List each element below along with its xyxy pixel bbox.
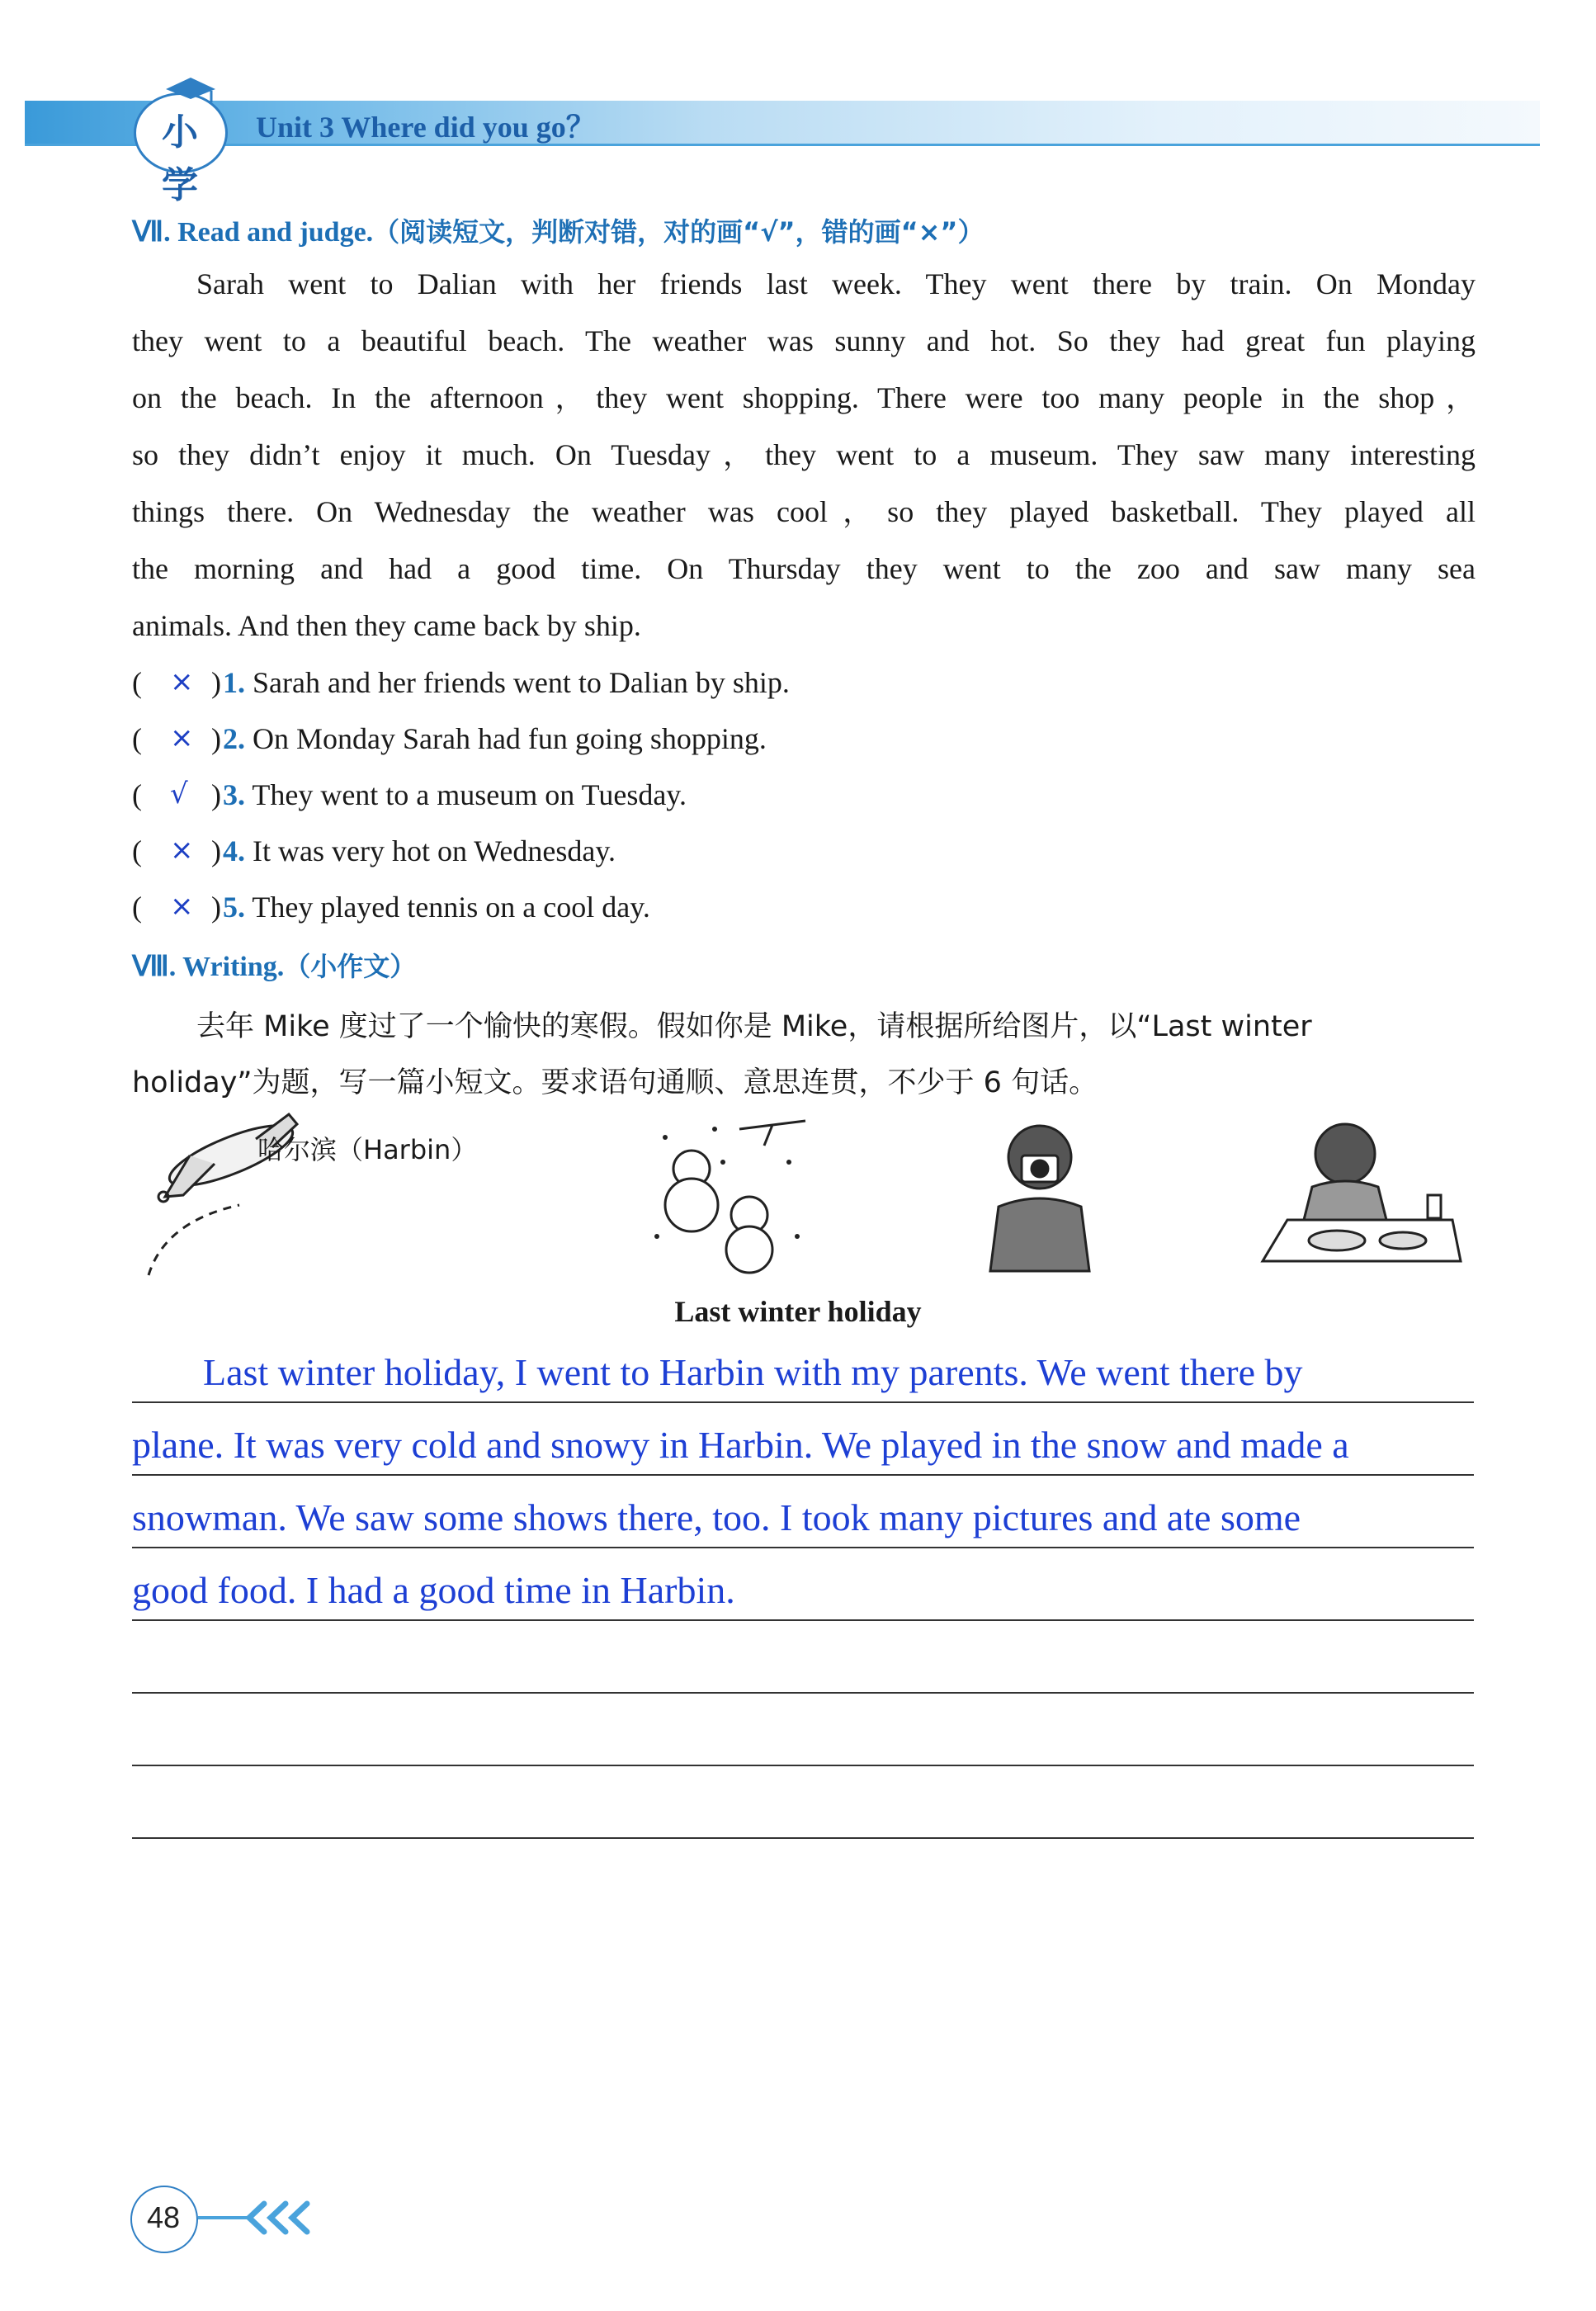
- question-number: 2.: [223, 722, 245, 755]
- logo-text: 小学: [162, 111, 198, 206]
- writing-rule: [132, 1547, 1474, 1548]
- writing-rule: [132, 1401, 1474, 1403]
- writing-rule: [132, 1837, 1474, 1839]
- judge-question: ( × ) 1. Sarah and her friends went to Dalian by ship.: [132, 665, 790, 699]
- answer-line: snowman. We saw some shows there, too. I took many pictures and ate some: [132, 1496, 1301, 1538]
- graduation-cap-icon: [162, 71, 220, 104]
- section7-title: Ⅶ. Read and judge.: [132, 217, 374, 248]
- question-text: On Monday Sarah had fun going shopping.: [245, 722, 767, 755]
- writing-title: Last winter holiday: [674, 1295, 922, 1328]
- passage-line: Sarah went to Dalian with her friends last week. They went there by train. On Monday: [196, 267, 1476, 300]
- passage-line: things there. On Wednesday the weather was cool，so they played basketball. They played all: [132, 495, 1476, 528]
- answer-line: Last winter holiday, I went to Harbin with my parents. We went there by: [203, 1351, 1303, 1393]
- section7-instruction: （阅读短文，判断对错，对的画“√”，错的画“×”）: [373, 216, 985, 248]
- judge-question: ( × ) 2. On Monday Sarah had fun going shopping.: [132, 721, 767, 755]
- answer-mark: √: [170, 777, 188, 811]
- question-text: Sarah and her friends went to Dalian by ship.: [245, 666, 790, 699]
- section8-title: Ⅷ. Writing.: [132, 952, 285, 982]
- judge-question: ( × ) 4. It was very hot on Wednesday.: [132, 834, 616, 867]
- question-number: 1.: [223, 666, 245, 699]
- judge-question: ( √ ) 3. They went to a museum on Tuesday.: [132, 777, 687, 811]
- question-number: 5.: [223, 891, 245, 924]
- question-text: They played tennis on a cool day.: [245, 891, 650, 924]
- passage-line: they went to a beautiful beach. The weather was sunny and hot. So they had great fun playing: [132, 324, 1476, 357]
- answer-line: plane. It was very cold and snowy in Harbin. We played in the snow and made a: [132, 1424, 1349, 1466]
- passage-line: so they didn’t enjoy it much. On Tuesday，they went to a museum. They saw many interesting: [132, 438, 1476, 471]
- passage-line: the morning and had a good time. On Thursday they went to the zoo and saw many sea: [132, 552, 1476, 585]
- person-eating-picture: [1254, 1113, 1469, 1274]
- passage-line: animals. And then they came back by ship.: [132, 609, 641, 642]
- header-divider: [25, 144, 1540, 146]
- section8-heading: [132, 946, 416, 984]
- question-text: They went to a museum on Tuesday.: [245, 778, 687, 811]
- question-text: It was very hot on Wednesday.: [245, 834, 616, 867]
- answer-mark: ×: [170, 721, 194, 754]
- answer-mark: ×: [170, 890, 194, 923]
- question-number: 3.: [223, 778, 245, 811]
- person-taking-photo-picture: [974, 1116, 1106, 1273]
- header-band: [25, 101, 1540, 144]
- writing-rule: [132, 1619, 1474, 1621]
- answer-line: good food. I had a good time in Harbin.: [132, 1569, 735, 1611]
- passage-line: on the beach. In the afternoon，they went shopping. There were too many people in the shop，: [132, 381, 1476, 414]
- writing-prompt-line: holiday”为题，写一篇小短文。要求语句通顺、意思连贯，不少于 6 句话。: [132, 1066, 1098, 1099]
- picture-caption: 哈尔滨（Harbin）: [257, 1134, 478, 1165]
- answer-mark: ×: [170, 665, 194, 698]
- question-number: 4.: [223, 834, 245, 867]
- page-number: 48: [146, 2200, 181, 2234]
- writing-rule: [132, 1474, 1474, 1476]
- arrows-decoration-icon: [198, 2199, 322, 2237]
- writing-rule: [132, 1765, 1474, 1766]
- snowman-picture: [640, 1113, 814, 1274]
- section8-instruction: （小作文）: [284, 951, 417, 982]
- writing-rule: [132, 1692, 1474, 1694]
- answer-mark: ×: [170, 834, 194, 867]
- writing-prompt-line: 去年 Mike 度过了一个愉快的寒假。假如你是 Mike，请根据所给图片，以“Last winter: [196, 1010, 1312, 1043]
- judge-question: ( × ) 5. They played tennis on a cool day.: [132, 890, 650, 924]
- unit-title: Unit 3 Where did you go？: [256, 111, 596, 144]
- section7-heading: [132, 211, 984, 249]
